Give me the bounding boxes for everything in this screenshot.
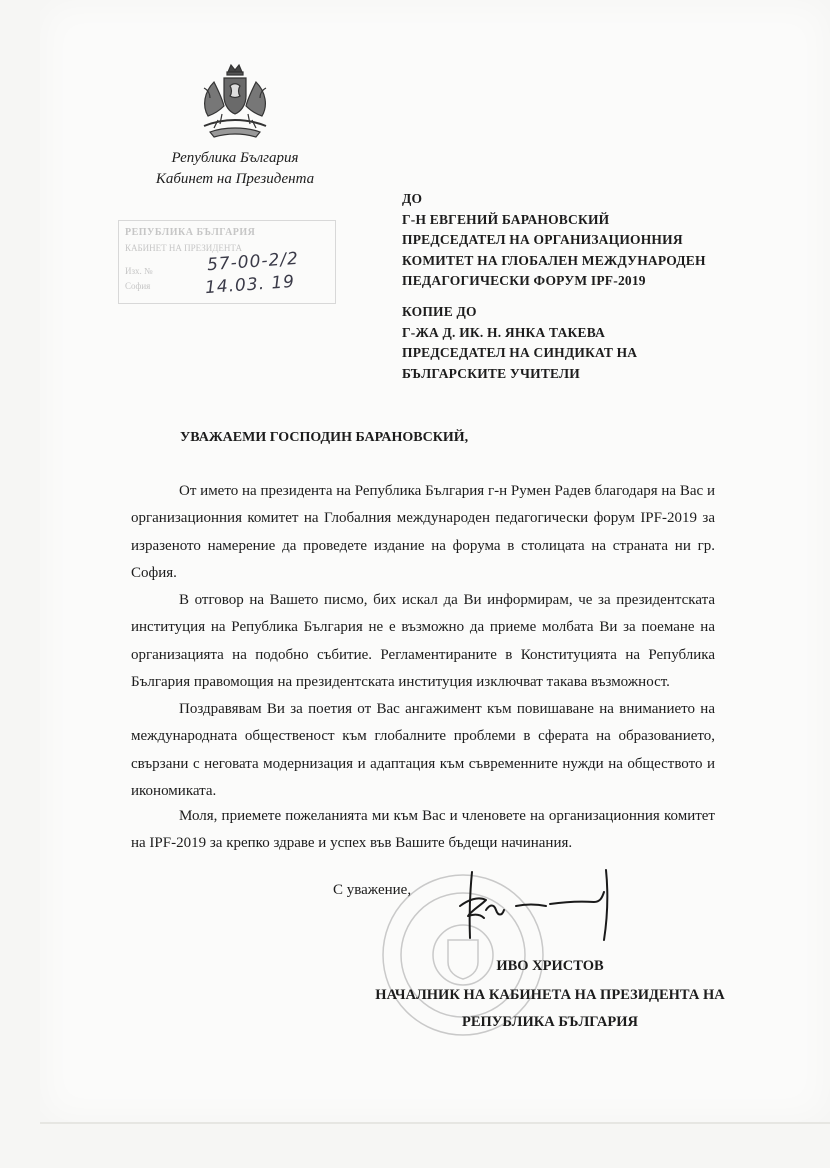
paragraph-text: В отговор на Вашето писмо, бих искал да Ви информирам, че за президентската институция на Република България не е възможно да приеме молбата Ви за поемане на организацията на подобно събитие. Регламентираните в Конституцията на Република България правомощия на президентската институция изключват такава възможност.	[131, 592, 715, 690]
paragraph-text: Поздравявам Ви за поетия от Вас ангажимент към повишаване на вниманието на международната общественост към глобалните проблеми в сферата на образованието, свързани с неговата модернизация и адаптация към съвременните нужди на обществото и икономиката.	[131, 701, 715, 799]
stamp-number-label: Изх. №	[125, 266, 153, 276]
recipient-line: ПРЕДСЕДАТЕЛ НА ОРГАНИЗАЦИОННИЯ	[402, 232, 683, 247]
signer-title: НАЧАЛНИК НА КАБИНЕТА НА ПРЕЗИДЕНТА НА	[375, 987, 725, 1003]
recipient-line: Г-Н ЕВГЕНИЙ БАРАНОВСКИЙ	[402, 211, 610, 227]
stamp-subheader: КАБИНЕТ НА ПРЕЗИДЕНТА	[125, 243, 242, 253]
copy-to-block	[402, 302, 637, 384]
salutation: УВАЖАЕМИ ГОСПОДИН БАРАНОВСКИЙ,	[180, 430, 469, 445]
closing-text: С уважение,	[333, 882, 412, 898]
signature-icon	[438, 866, 638, 944]
copy-to-line: Г-ЖА Д. ИК. Н. ЯНКА ТАКЕВА	[402, 324, 606, 340]
body-paragraph	[131, 587, 715, 696]
recipient-line: ДО	[402, 191, 423, 206]
body-paragraph	[131, 696, 715, 805]
recipient-line: КОМИТЕТ НА ГЛОБАЛЕН МЕЖДУНАРОДЕН	[402, 252, 706, 268]
issuer-header	[130, 148, 340, 190]
paragraph-text: Моля, приемете пожеланията ми към Вас и членовете на организационния комитет на IPF-2019 за крепко здраве и успех във Вашите бъдещи начинания.	[131, 808, 715, 852]
recipient-line: ПЕДАГОГИЧЕСКИ ФОРУМ IPF-2019	[402, 273, 646, 288]
copy-to-line: КОПИЕ ДО	[402, 304, 477, 319]
coat-of-arms-icon	[190, 58, 280, 146]
stamp-place: София	[125, 281, 151, 291]
body-paragraph	[131, 803, 715, 858]
page-edge	[40, 1122, 830, 1124]
signer-name: ИВО ХРИСТОВ	[496, 958, 604, 974]
registration-date: 14.03. 19	[204, 271, 296, 299]
issuer-office: Кабинет на Президента	[155, 171, 315, 187]
copy-to-line: ПРЕДСЕДАТЕЛ НА СИНДИКАТ НА	[402, 345, 638, 360]
registration-number: 57-00-2/2	[206, 248, 300, 276]
body-paragraph	[131, 478, 715, 587]
signer-title: РЕПУБЛИКА БЪЛГАРИЯ	[461, 1014, 639, 1030]
stamp-header: РЕПУБЛИКА БЪЛГАРИЯ	[125, 227, 256, 238]
issuer-country: Република България	[171, 150, 299, 166]
paragraph-text: От името на президента на Република България г-н Румен Радев благодаря на Вас и организационния комитет на Глобалния международен педагогически форум IPF-2019 за изразеното намерение да проведете издание на форума в столицата на страната ни гр. София.	[131, 483, 715, 581]
copy-to-line: БЪЛГАРСКИТЕ УЧИТЕЛИ	[402, 365, 581, 381]
recipient-block	[402, 189, 706, 292]
